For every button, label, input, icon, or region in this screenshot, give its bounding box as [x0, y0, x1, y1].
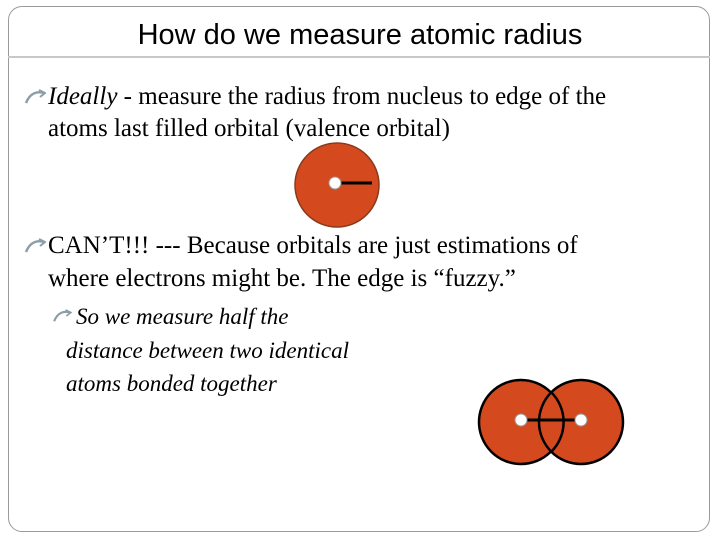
curved-arrow-bullet-icon	[52, 309, 72, 323]
nucleus	[329, 177, 341, 189]
nucleus-left	[515, 414, 527, 426]
bonded-atoms-diagram	[477, 374, 637, 474]
bullet-1-line-2: atoms last filled orbital (valence orbital)	[48, 115, 450, 142]
curved-arrow-bullet-icon	[24, 89, 46, 105]
bullet-2-line-2: where electrons might be. The edge is “fuzzy.”	[48, 265, 516, 292]
bullet-1-line-1	[48, 82, 606, 112]
sub-bullet-line-3: atoms bonded together	[66, 371, 277, 396]
bullet-1-rest: - measure the radius from nucleus to edge of the	[117, 83, 607, 110]
title-divider	[8, 56, 710, 58]
slide-title: How do we measure atomic radius	[137, 19, 583, 51]
curved-arrow-bullet-icon	[24, 238, 46, 254]
sub-bullet-line-1: So we measure half the	[76, 304, 289, 329]
nucleus-right	[575, 414, 587, 426]
bullet-2-line-1: CAN’T!!! --- Because orbitals are just estimations of	[48, 232, 578, 259]
bullet-1-lead: Ideally	[48, 83, 118, 110]
sub-bullet-line-2: distance between two identical	[66, 338, 349, 363]
single-atom-diagram	[292, 140, 382, 230]
